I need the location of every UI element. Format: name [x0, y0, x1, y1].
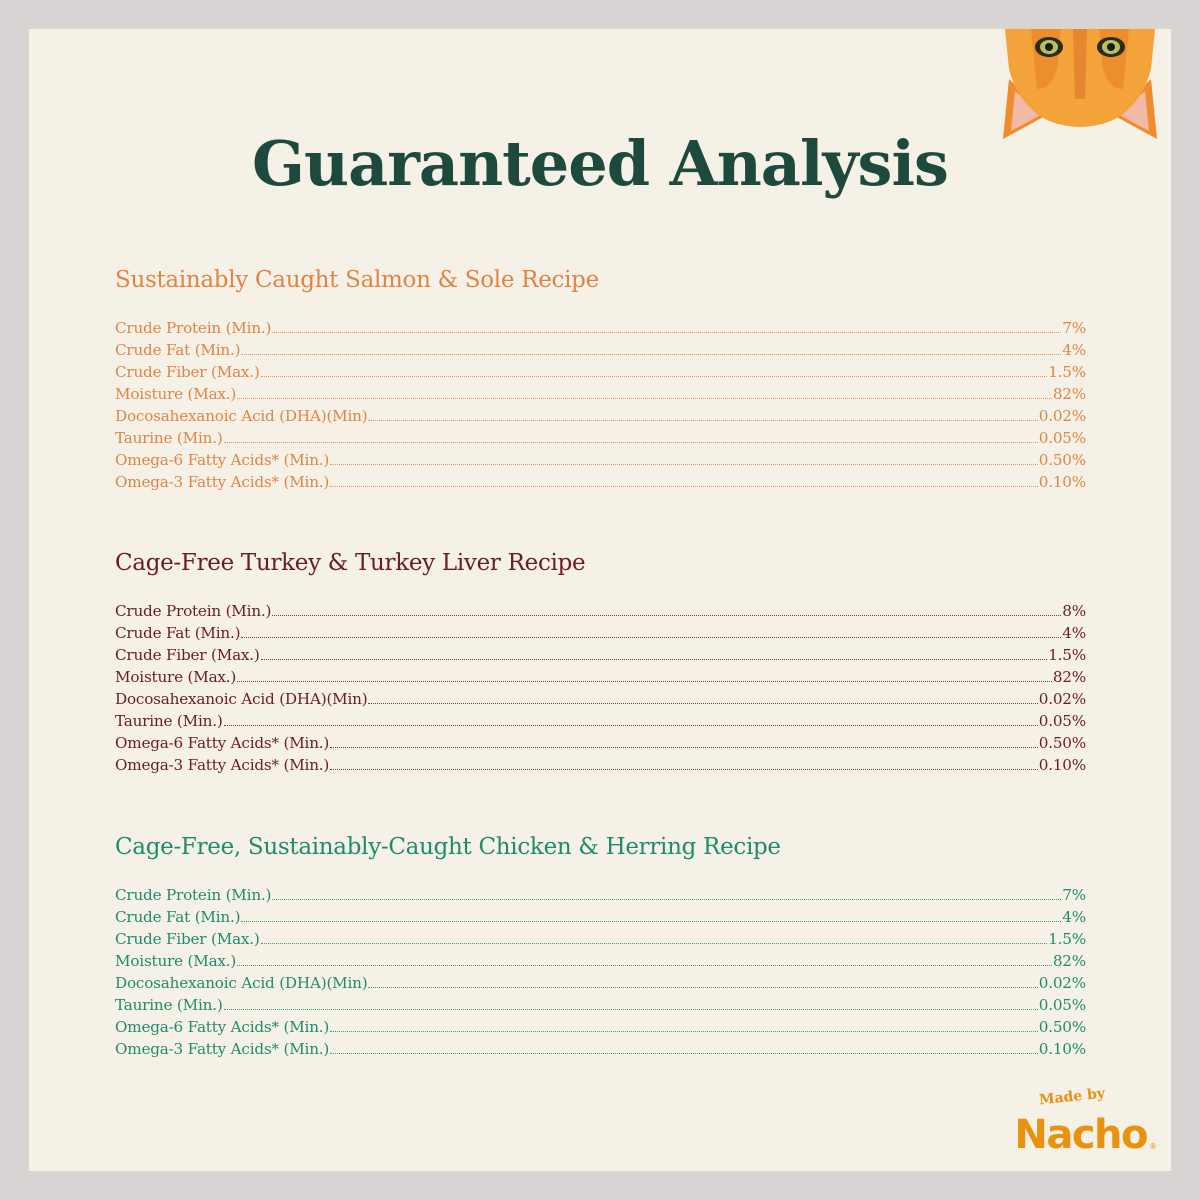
analysis-card [29, 29, 1171, 1171]
nutrient-label: Omega-3 Fatty Acids* (Min.) [115, 473, 330, 491]
analysis-row [115, 600, 1086, 622]
nutrient-value: 8% [1062, 602, 1086, 620]
nutrient-label: Crude Fat (Min.) [115, 908, 241, 926]
nutrient-value: 1.5% [1048, 930, 1086, 948]
nutrient-label: Taurine (Min.) [115, 429, 223, 447]
nutrient-label: Crude Fat (Min.) [115, 341, 241, 359]
nutrient-label: Omega-3 Fatty Acids* (Min.) [115, 756, 330, 774]
analysis-row [115, 1016, 1086, 1038]
nutrient-label: Crude Fiber (Max.) [115, 363, 260, 381]
analysis-row [115, 644, 1086, 666]
brand-logo [959, 1085, 1159, 1159]
nutrient-label: Omega-6 Fatty Acids* (Min.) [115, 1018, 330, 1036]
nutrient-label: Docosahexanoic Acid (DHA)(Min) [115, 974, 368, 992]
dot-leader [330, 1053, 1038, 1054]
nutrient-label: Crude Protein (Min.) [115, 319, 272, 337]
nutrient-value: 0.02% [1038, 407, 1086, 425]
nutrient-label: Omega-6 Fatty Acids* (Min.) [115, 451, 330, 469]
nutrient-label: Omega-3 Fatty Acids* (Min.) [115, 1040, 330, 1058]
analysis-row [115, 449, 1086, 471]
dot-leader [261, 943, 1048, 944]
recipe-title: Cage-Free, Sustainably-Caught Chicken & Herring Recipe [115, 834, 781, 860]
brand-name: Nacho [1014, 1112, 1147, 1158]
nutrient-value: 7% [1062, 319, 1086, 337]
nutrient-value: 0.05% [1038, 429, 1086, 447]
nutrient-value: 1.5% [1048, 363, 1086, 381]
analysis-row [115, 972, 1086, 994]
nutrient-value: 0.10% [1038, 756, 1086, 774]
dot-leader [241, 354, 1061, 355]
cat-peeking-icon [1001, 29, 1159, 141]
nutrient-value: 0.50% [1038, 1018, 1086, 1036]
nutrient-label: Moisture (Max.) [115, 668, 237, 686]
recipe-title: Cage-Free Turkey & Turkey Liver Recipe [115, 550, 586, 576]
nutrient-label: Crude Protein (Min.) [115, 886, 272, 904]
page-title: Guaranteed Analysis [252, 127, 948, 200]
analysis-row [115, 994, 1086, 1016]
nutrient-value: 4% [1062, 624, 1086, 642]
nutrient-value: 4% [1062, 908, 1086, 926]
nutrient-value: 82% [1052, 668, 1086, 686]
nutrient-label: Taurine (Min.) [115, 996, 223, 1014]
dot-leader [330, 464, 1038, 465]
nutrient-value: 82% [1052, 952, 1086, 970]
nutrient-value: 0.50% [1038, 451, 1086, 469]
analysis-row [115, 622, 1086, 644]
analysis-row [115, 928, 1086, 950]
dot-leader [224, 1009, 1038, 1010]
nutrient-label: Docosahexanoic Acid (DHA)(Min) [115, 407, 368, 425]
nutrient-value: 1.5% [1048, 646, 1086, 664]
dot-leader [241, 637, 1061, 638]
nutrient-value: 0.50% [1038, 734, 1086, 752]
nutrient-label: Crude Fiber (Max.) [115, 930, 260, 948]
analysis-row [115, 1038, 1086, 1060]
nutrient-label: Crude Fiber (Max.) [115, 646, 260, 664]
analysis-row [115, 471, 1086, 493]
nutrient-label: Crude Fat (Min.) [115, 624, 241, 642]
analysis-row [115, 754, 1086, 776]
nutrient-label: Taurine (Min.) [115, 712, 223, 730]
nutrient-label: Docosahexanoic Acid (DHA)(Min) [115, 690, 368, 708]
dot-leader [237, 681, 1052, 682]
dot-leader [330, 747, 1038, 748]
recipe-title: Sustainably Caught Salmon & Sole Recipe [115, 267, 599, 293]
dot-leader [330, 1031, 1038, 1032]
dot-leader [272, 899, 1061, 900]
analysis-row [115, 317, 1086, 339]
dot-leader [237, 965, 1052, 966]
recipe-section-chicken [115, 834, 1086, 1060]
analysis-row [115, 906, 1086, 928]
analysis-row [115, 339, 1086, 361]
dot-leader [330, 486, 1038, 487]
analysis-row [115, 710, 1086, 732]
analysis-row [115, 383, 1086, 405]
brand-made-by: Made by [1038, 1085, 1106, 1109]
nutrient-value: 82% [1052, 385, 1086, 403]
recipe-section-turkey [115, 550, 1086, 776]
dot-leader [224, 442, 1038, 443]
nutrient-value: 0.02% [1038, 974, 1086, 992]
nutrient-value: 0.10% [1038, 1040, 1086, 1058]
registered-mark: ® [1149, 1142, 1157, 1151]
analysis-row [115, 405, 1086, 427]
dot-leader [368, 987, 1037, 988]
analysis-row [115, 884, 1086, 906]
analysis-row [115, 688, 1086, 710]
nutrient-value: 0.02% [1038, 690, 1086, 708]
nutrient-value: 0.05% [1038, 712, 1086, 730]
dot-leader [368, 420, 1037, 421]
dot-leader [368, 703, 1037, 704]
dot-leader [241, 921, 1061, 922]
nutrient-label: Moisture (Max.) [115, 385, 237, 403]
nutrient-value: 4% [1062, 341, 1086, 359]
nutrient-value: 0.05% [1038, 996, 1086, 1014]
nutrient-value: 0.10% [1038, 473, 1086, 491]
analysis-row [115, 666, 1086, 688]
dot-leader [272, 615, 1061, 616]
recipe-section-salmon [115, 267, 1086, 493]
dot-leader [261, 659, 1048, 660]
dot-leader [261, 376, 1048, 377]
analysis-row [115, 950, 1086, 972]
dot-leader [272, 332, 1061, 333]
nutrient-label: Omega-6 Fatty Acids* (Min.) [115, 734, 330, 752]
analysis-row [115, 427, 1086, 449]
dot-leader [237, 398, 1052, 399]
dot-leader [330, 769, 1038, 770]
nutrient-value: 7% [1062, 886, 1086, 904]
analysis-row [115, 361, 1086, 383]
dot-leader [224, 725, 1038, 726]
analysis-row [115, 732, 1086, 754]
nutrient-label: Crude Protein (Min.) [115, 602, 272, 620]
nutrient-label: Moisture (Max.) [115, 952, 237, 970]
